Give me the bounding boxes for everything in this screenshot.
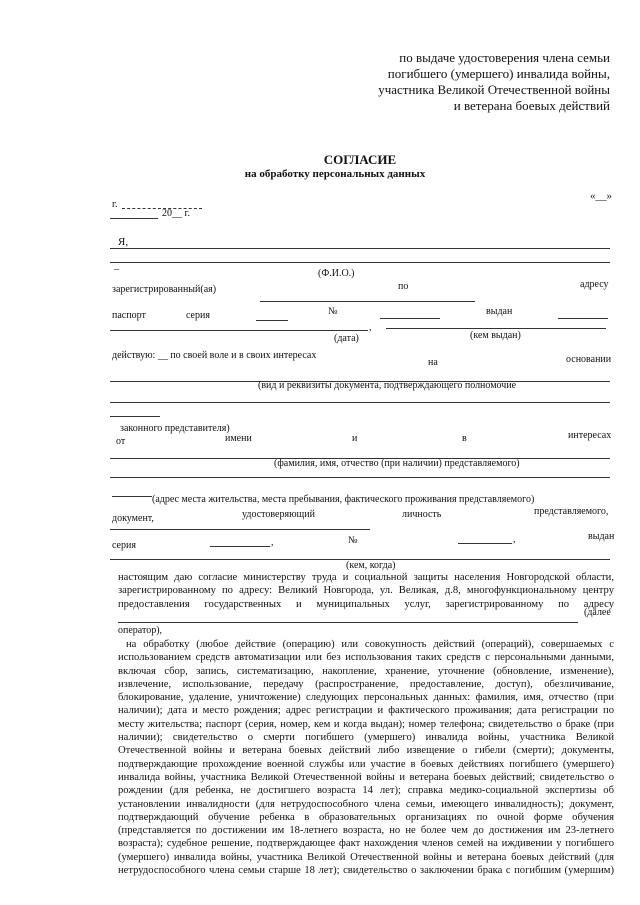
header-block [378,50,610,114]
residence-caption: (адрес места жительства, места пребывания, фактического проживания представляемого) [152,494,535,505]
comma3-mark: , [513,534,516,545]
processing-line: наличии); дата и место рождения; адрес регистрации и фактического проживания; дата регистрации по [118,705,614,717]
processing-line: подтверждающие прохождение военной службы или участие в боевых действиях погибшего (умершего) [118,758,614,770]
processing-line: наличии); свидетельство о смерти погибшего (умершего) инвалида войны, участника Великой [118,732,614,744]
registered-label: зарегистрированный(ая) [112,284,217,295]
ya-label: Я, [118,236,129,248]
issued-line [558,318,608,319]
consent-paragraph [118,571,614,611]
dash-mark: – [114,264,119,275]
issued-label: выдан [486,306,513,317]
number-label: № [328,306,338,317]
consent-line: предоставления государственных и муниципальных услуг, зарегистрированному по адресу [118,598,614,610]
po-label: по [398,281,409,292]
doc-details-caption: (вид и реквизиты документа, подтверждающего полномочие [258,380,517,391]
processing-line: нетрудоспособного члена семьи старше 18 лет); свидетельство о заключении брака с погибшим (умершим) [118,865,614,877]
processing-line: подтверждающий обучение ребенка в образовательных организациях по очной форме обучения [118,811,614,823]
document-title: СОГЛАСИЕ [323,152,397,167]
address-label: адресу [580,279,609,290]
header-line: по выдаче удостоверения члена семьи [399,50,610,65]
comma2-mark: , [271,537,274,548]
comma-mark: , [369,322,372,333]
document-line [110,529,370,530]
processing-line: рождении (для ребенка, не достигшего возраста 14 лет); справка медико-социальной экспертизы об [118,785,614,797]
interests-label: интересах [568,430,612,441]
address-line [260,301,475,302]
processing-line: Отечественной войны и ветерана боевых действий либо извещение о гибели (смерти); документы, [118,745,614,757]
fio-line-1 [110,248,610,249]
who-issued-caption: (кем выдан) [470,330,521,341]
ot-label: от [116,436,126,447]
series-label: серия [186,310,210,321]
number-line [380,318,440,319]
processing-line: (умершего) инвалида войны, участника Великой Отечественной войны и ветерана боевых действий (для [118,851,614,863]
certifying-label: удостоверяющий [242,509,315,520]
processing-line: извлечение, использование, передачу (распространение, предоставление, доступ), обезличивание, [118,678,614,690]
city-prefix: г. [112,199,118,210]
fio-line-2 [110,262,610,263]
series2-label: серия [112,540,136,551]
represented-label: представляемого, [534,506,609,517]
date-field-line [110,218,158,219]
year-text: 20__ г. [162,208,190,219]
basis-line-3 [110,416,160,417]
operator-label: оператор), [118,625,163,636]
fio-rep-caption: (фамилия, имя, отчество (при наличии) представляемого) [274,458,520,469]
date-caption: (дата) [334,333,359,344]
document-label: документ, [112,513,154,524]
represented-line-2 [110,477,610,478]
processing-line: месту жительства; паспорт (серия, номер, кем и когда выдан); номер телефона; свидетельство о браке (при [118,718,614,730]
processing-paragraph [118,638,614,877]
series-line [256,320,288,321]
consent-line: настоящим даю согласие министерству труда и социальной защиты населения Новгородской области, [118,572,614,583]
processing-line: инвалида войны, участника Великой Отечественной войны и ветерана боевых действий; свидетельство о [118,771,614,783]
passport-label: паспорт [112,310,146,321]
processing-line: использованием средств автоматизации или без использования таких средств с персональными данными, [118,652,614,664]
processing-line: на обработку (любое действие (операцию) или совокупность действий (операций), совершаемых с [126,639,614,650]
fio-caption: (Ф.И.О.) [318,268,355,279]
processing-line: (представляется по достижении им 18-летнего возраста, но не более чем до достижения им 23-летнего [118,825,614,837]
processing-line: включая сбор, запись, систематизацию, накопление, хранение, уточнение (обновление, изменение), [118,665,614,677]
number2-line [458,543,512,544]
issued2-label: выдан [588,531,615,542]
consent-line: зарегистрированному по адресу: Великий Новгорода, ул. Великая, д.8, многофункциональному центру [118,585,614,597]
day-quote: «__» [590,190,612,202]
represented-line-3 [112,496,152,497]
operator-address-line [118,622,578,623]
basis-line-2 [110,402,610,403]
passport-line-3 [386,328,606,329]
processing-line: блокирование, удаление, уничтожение) следующих персональных данных: фамилия, имя, отчество (при [118,692,614,704]
header-line: погибшего (умершего) инвалида войны, [387,66,610,81]
who-when-caption: (кем, когда) [346,560,396,571]
document-subtitle: на обработку персональных данных [244,168,426,180]
v-label: в [462,433,467,444]
processing-line: установлении инвалидности (для нетрудоспособного члена семьи, имеющего инвалидность); документ, [118,798,614,810]
header-line: участника Великой Отечественной войны [378,82,610,97]
na-label: на [428,357,438,368]
series2-line [210,546,270,547]
processing-line: возраста); судебное решение, подтверждающее факт нахождения членов семей на иждивении у погибшего [118,838,614,850]
header-line: и ветерана боевых действий [453,98,610,113]
identity-label: личность [402,509,442,520]
legal-rep-caption: законного представителя) [120,423,230,434]
acting-label: действую: __ по своей воле и в своих интересах [112,350,317,361]
imeni-label: имени [225,433,252,444]
basis-label: основании [566,354,612,365]
i-label: и [352,433,358,444]
passport-line-2 [110,330,368,331]
dalee-label: (далее [584,607,611,618]
number2-label: № [348,535,358,546]
